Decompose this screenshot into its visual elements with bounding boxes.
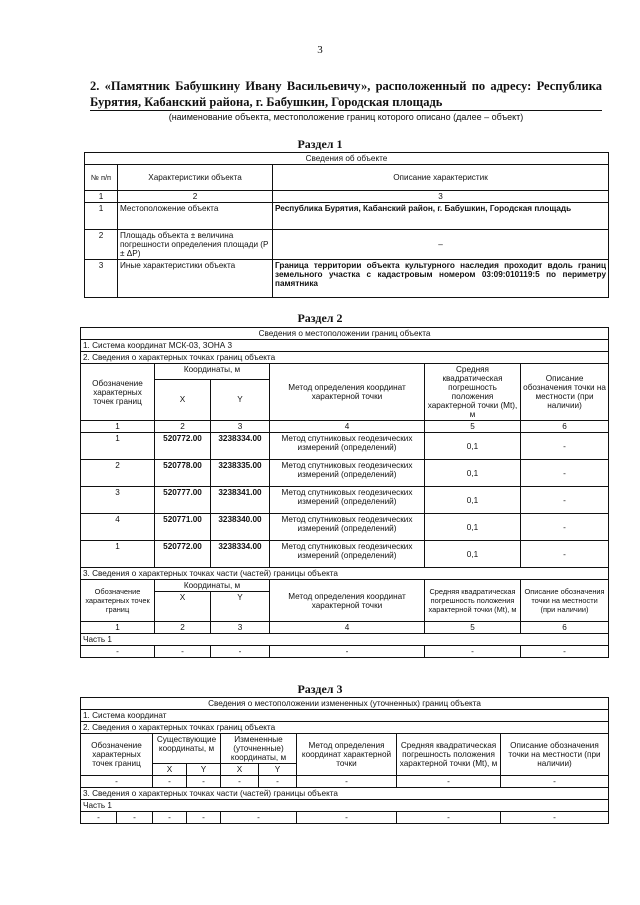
header-existing: Существующие координаты, м xyxy=(153,734,221,764)
coord-y: 3238334.00 xyxy=(211,541,270,568)
point-id: 2 xyxy=(81,460,155,487)
header-coords: Координаты, м xyxy=(155,364,270,380)
header-x: X xyxy=(221,764,259,776)
point-id: 1 xyxy=(81,541,155,568)
coord-system: 1. Система координат xyxy=(81,710,609,722)
coord-x: 520777.00 xyxy=(155,487,211,514)
point-description: - xyxy=(521,460,609,487)
col-num: 6 xyxy=(521,622,609,634)
part-header-y: Y xyxy=(211,592,270,622)
row-description: – xyxy=(273,230,609,260)
part-header-coords: Координаты, м xyxy=(155,580,270,592)
method: Метод спутниковых геодезических измерений (определений) xyxy=(270,487,425,514)
section1-title: Раздел 1 xyxy=(297,137,343,151)
point-description: - xyxy=(521,541,609,568)
header-point-description: Описание обозначения точки на местности (при наличии) xyxy=(501,734,609,776)
object-heading: 2. «Памятник Бабушкину Ивану Васильевичу», расположенный по адресу: Республика Бурятия, Кабанский района, г. Бабушкин, Городская площадь xyxy=(90,79,602,109)
col-num: 4 xyxy=(270,421,425,433)
method: Метод спутниковых геодезических измерений (определений) xyxy=(270,541,425,568)
coord-x: 520772.00 xyxy=(155,433,211,460)
section2-title: Раздел 2 xyxy=(297,311,343,325)
cell-dash: - xyxy=(81,812,117,824)
coord-x: 520771.00 xyxy=(155,514,211,541)
table-row xyxy=(81,460,609,487)
part-label: Часть 1 xyxy=(81,800,609,812)
heading-rule xyxy=(90,110,602,111)
cell-dash: - xyxy=(297,812,397,824)
row-description: Граница территории объекта культурного наследия проходит вдоль границ земельного участка с кадастровым номером 03:09:010119:5 по периметру памятника xyxy=(273,260,609,298)
coord-y: 3238335.00 xyxy=(211,460,270,487)
row-characteristic: Иные характеристики объекта xyxy=(118,260,273,298)
cell-dash: - xyxy=(521,646,609,658)
cell-dash: - xyxy=(425,646,521,658)
col-num: 3 xyxy=(211,622,270,634)
parts-title: 3. Сведения о характерных точках части (частей) границы объекта xyxy=(81,568,609,580)
cell-dash: - xyxy=(153,812,187,824)
col-num: 1 xyxy=(81,622,155,634)
col-num: 5 xyxy=(425,421,521,433)
col-num: 6 xyxy=(521,421,609,433)
col-num: 1 xyxy=(81,421,155,433)
header-y: Y xyxy=(211,379,270,420)
method: Метод спутниковых геодезических измерений (определений) xyxy=(270,460,425,487)
coord-system xyxy=(81,340,609,352)
heading-note: (наименование объекта, местоположение границ которого описано (далее – объект) xyxy=(168,112,524,122)
col-num: 2 xyxy=(155,622,211,634)
cell-dash: - xyxy=(259,776,297,788)
part-header-designation: Обозначение характерных точек границ xyxy=(81,580,155,622)
cell-dash: - xyxy=(397,812,501,824)
coord-x: 520772.00 xyxy=(155,541,211,568)
method: Метод спутниковых геодезических измерений (определений) xyxy=(270,433,425,460)
header-error: Средняя квадратическая погрешность положения характерной точки (Mt), м xyxy=(397,734,501,776)
cell-dash: - xyxy=(155,646,211,658)
row-description: Республика Бурятия, Кабанский район, г. Бабушкин, Городская площадь xyxy=(273,203,609,230)
mt-value: 0,1 xyxy=(425,487,521,514)
coord-y: 3238341.00 xyxy=(211,487,270,514)
header-method: Метод определения координат характерной точки xyxy=(297,734,397,776)
cell-dash: - xyxy=(397,776,501,788)
section3-table xyxy=(80,697,609,824)
header-y: Y xyxy=(259,764,297,776)
table-row xyxy=(81,541,609,568)
part-header-description: Описание обозначения точки на местности (при наличии) xyxy=(521,580,609,622)
header-x: X xyxy=(155,379,211,420)
table-row xyxy=(81,433,609,460)
section1-table xyxy=(84,152,609,298)
table-row xyxy=(81,487,609,514)
section2-table xyxy=(80,327,609,658)
section2-table-title: Сведения о местоположении границ объекта xyxy=(81,328,609,340)
header-designation: Обозначение характерных точек границ xyxy=(81,364,155,421)
cell-dash: - xyxy=(187,776,221,788)
part-header-method: Метод определения координат характерной точки xyxy=(270,580,425,622)
col-num: 3 xyxy=(273,191,609,203)
cell-dash: - xyxy=(81,646,155,658)
col-num: 5 xyxy=(425,622,521,634)
header-method: Метод определения координат характерной точки xyxy=(270,364,425,421)
header-designation: Обозначение характерных точек границ xyxy=(81,734,153,776)
col-num: 4 xyxy=(270,622,425,634)
cell-dash: - xyxy=(211,646,270,658)
table-row xyxy=(85,203,609,230)
header-num: № п/п xyxy=(85,165,118,191)
header-characteristics: Характеристики объекта xyxy=(118,165,273,191)
table-row xyxy=(81,776,609,788)
page-number: 3 xyxy=(317,44,323,56)
coord-y: 3238340.00 xyxy=(211,514,270,541)
row-num: 1 xyxy=(85,203,118,230)
table-row xyxy=(81,514,609,541)
coord-x: 520778.00 xyxy=(155,460,211,487)
mt-value: 0,1 xyxy=(425,460,521,487)
col-num: 3 xyxy=(211,421,270,433)
method: Метод спутниковых геодезических измерений (определений) xyxy=(270,514,425,541)
cell-dash: - xyxy=(153,776,187,788)
table-row xyxy=(85,230,609,260)
mt-value: 0,1 xyxy=(425,514,521,541)
header-point-description: Описание обозначения точки на местности (при наличии) xyxy=(521,364,609,421)
part-header-error: Средняя квадратическая погрешность положения характерной точки (Mt), м xyxy=(425,580,521,622)
cell-dash: - xyxy=(187,812,221,824)
parts-title: 3. Сведения о характерных точках части (частей) границы объекта xyxy=(81,788,609,800)
header-changed: Измененные (уточненные) координаты, м xyxy=(221,734,297,764)
point-description: - xyxy=(521,487,609,514)
coord-y: 3238334.00 xyxy=(211,433,270,460)
row-characteristic: Местоположение объекта xyxy=(118,203,273,230)
mt-value: 0,1 xyxy=(425,541,521,568)
col-num: 2 xyxy=(155,421,211,433)
table-row xyxy=(81,812,609,824)
points-title: 2. Сведения о характерных точках границ объекта xyxy=(81,722,609,734)
cell-dash: - xyxy=(501,776,609,788)
section3-title: Раздел 3 xyxy=(297,682,343,696)
cell-dash: - xyxy=(270,646,425,658)
part-header-x: X xyxy=(155,592,211,622)
row-num: 2 xyxy=(85,230,118,260)
cell-dash: - xyxy=(221,776,259,788)
point-id: 1 xyxy=(81,433,155,460)
coord-system-label: 1. Система координат МСК-03, ЗОНА 3 xyxy=(83,341,233,350)
cell-dash: - xyxy=(297,776,397,788)
part-label: Часть 1 xyxy=(81,634,609,646)
point-id: 4 xyxy=(81,514,155,541)
header-description: Описание характеристик xyxy=(273,165,609,191)
col-num: 2 xyxy=(118,191,273,203)
point-description: - xyxy=(521,433,609,460)
row-num: 3 xyxy=(85,260,118,298)
cell-dash: - xyxy=(501,812,609,824)
cell-dash: - xyxy=(81,776,153,788)
col-num: 1 xyxy=(85,191,118,203)
table-row xyxy=(85,260,609,298)
header-error: Средняя квадратическая погрешность положения характерной точки (Mt), м xyxy=(425,364,521,421)
header-x: X xyxy=(153,764,187,776)
mt-value: 0,1 xyxy=(425,433,521,460)
cell-dash: - xyxy=(221,812,297,824)
point-id: 3 xyxy=(81,487,155,514)
table-row xyxy=(81,646,609,658)
section1-table-title: Сведения об объекте xyxy=(85,153,609,165)
points-title: 2. Сведения о характерных точках границ объекта xyxy=(81,352,609,364)
section3-table-title: Сведения о местоположении измененных (уточненных) границ объекта xyxy=(81,698,609,710)
row-characteristic: Площадь объекта ± величина погрешности определения площади (P ± ΔP) xyxy=(118,230,273,260)
header-y: Y xyxy=(187,764,221,776)
cell-dash: - xyxy=(117,812,153,824)
point-description: - xyxy=(521,514,609,541)
